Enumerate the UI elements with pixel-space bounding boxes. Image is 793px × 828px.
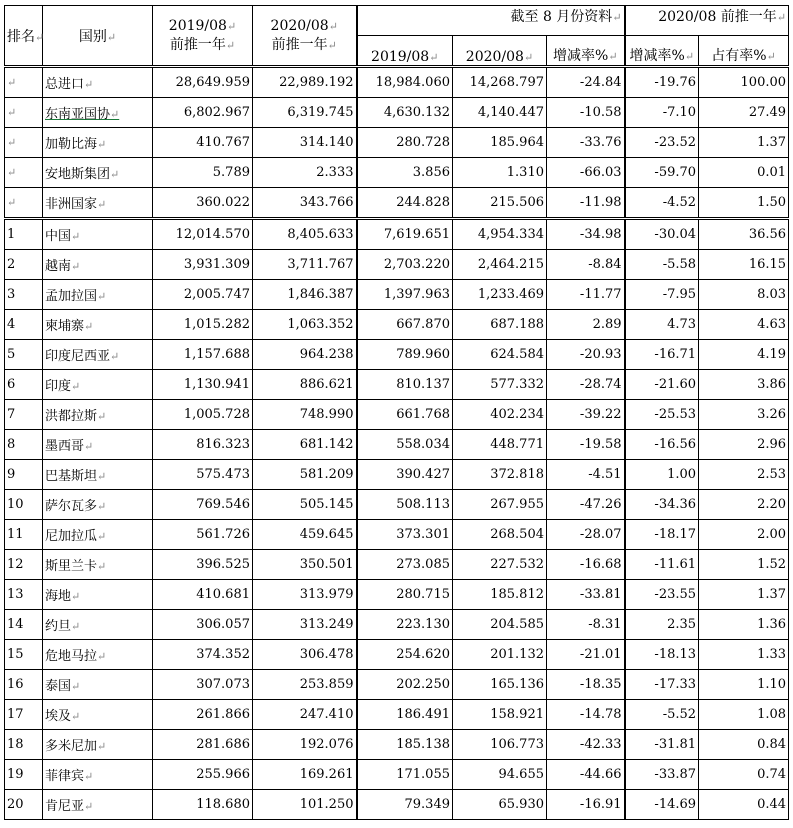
share-cell: 2.00 — [699, 520, 789, 550]
aug-2019-cell: 280.715 — [357, 580, 453, 610]
aug-2019-cell: 810.137 — [357, 370, 453, 400]
table-row — [5, 67, 789, 98]
country-cell: 非洲国家↵ — [43, 188, 153, 219]
share-cell: 0.01 — [699, 158, 789, 188]
value-2019-cell: 307.073 — [153, 670, 253, 700]
country-cell: 菲律宾↵ — [43, 760, 153, 790]
country-cell: 泰国↵ — [43, 670, 153, 700]
rank-cell: 6 — [5, 370, 43, 400]
table-row — [5, 98, 789, 128]
rank-cell: 19 — [5, 760, 43, 790]
value-2019-cell: 1,015.282 — [153, 310, 253, 340]
rank-cell: 7 — [5, 400, 43, 430]
prev-change-cell: -4.52 — [625, 188, 699, 219]
share-cell: 3.26 — [699, 400, 789, 430]
aug-change-cell: -34.98 — [547, 219, 625, 250]
share-cell: 1.08 — [699, 700, 789, 730]
table-row — [5, 700, 789, 730]
aug-change-cell: -11.98 — [547, 188, 625, 219]
aug-2019-cell: 79.349 — [357, 790, 453, 820]
table-row — [5, 790, 789, 820]
prev-share-header: 占有率%↵ — [699, 36, 789, 67]
table-row — [5, 760, 789, 790]
country-cell: 孟加拉国↵ — [43, 280, 153, 310]
aug-2020-cell: 215.506 — [453, 188, 547, 219]
aug-change-cell: -66.03 — [547, 158, 625, 188]
aug-2020-cell: 94.655 — [453, 760, 547, 790]
aug-2020-cell: 185.812 — [453, 580, 547, 610]
value-2020-cell: 169.261 — [253, 760, 357, 790]
country-cell: 约旦↵ — [43, 610, 153, 640]
share-cell: 0.84 — [699, 730, 789, 760]
value-2019-cell: 1,005.728 — [153, 400, 253, 430]
aug-2019-cell: 7,619.651 — [357, 219, 453, 250]
share-cell: 3.86 — [699, 370, 789, 400]
prev-change-cell: -23.55 — [625, 580, 699, 610]
country-cell: 柬埔寨↵ — [43, 310, 153, 340]
aug-2019-cell: 186.491 — [357, 700, 453, 730]
value-2020-cell: 313.249 — [253, 610, 357, 640]
country-cell: 尼加拉瓜↵ — [43, 520, 153, 550]
aug-change-cell: -8.31 — [547, 610, 625, 640]
share-cell: 1.33 — [699, 640, 789, 670]
share-cell: 100.00 — [699, 67, 789, 98]
table-row — [5, 158, 789, 188]
prev-change-cell: 2.35 — [625, 610, 699, 640]
value-2020-cell: 886.621 — [253, 370, 357, 400]
aug-2020-cell: 227.532 — [453, 550, 547, 580]
country-cell: 斯里兰卡↵ — [43, 550, 153, 580]
value-2020-cell: 2.333 — [253, 158, 357, 188]
share-cell: 1.10 — [699, 670, 789, 700]
country-header: 国别↵ — [43, 6, 153, 67]
value-2020-cell: 247.410 — [253, 700, 357, 730]
value-2020-cell: 22,989.192 — [253, 67, 357, 98]
table-row — [5, 310, 789, 340]
share-cell: 0.44 — [699, 790, 789, 820]
share-cell: 1.37 — [699, 580, 789, 610]
aug-2020-cell: 624.584 — [453, 340, 547, 370]
aug-change-cell: -44.66 — [547, 760, 625, 790]
country-cell: 萨尔瓦多↵ — [43, 490, 153, 520]
value-2020-cell: 748.990 — [253, 400, 357, 430]
aug-2020-cell: 165.136 — [453, 670, 547, 700]
rank-cell: 17 — [5, 700, 43, 730]
aug-2020-cell: 185.964 — [453, 128, 547, 158]
country-cell: 洪都拉斯↵ — [43, 400, 153, 430]
table-row — [5, 460, 789, 490]
aug-change-cell: -11.77 — [547, 280, 625, 310]
value-2019-cell: 281.686 — [153, 730, 253, 760]
value-2019-cell: 575.473 — [153, 460, 253, 490]
share-cell: 8.03 — [699, 280, 789, 310]
value-2020-cell: 964.238 — [253, 340, 357, 370]
aug-2020-cell: 1,233.469 — [453, 280, 547, 310]
rank-cell: ↵ — [5, 128, 43, 158]
rank-cell: 5 — [5, 340, 43, 370]
value-2019-cell: 410.681 — [153, 580, 253, 610]
aug-2019-cell: 171.055 — [357, 760, 453, 790]
value-2019-cell: 360.022 — [153, 188, 253, 219]
country-cell: 多米尼加↵ — [43, 730, 153, 760]
share-cell: 0.74 — [699, 760, 789, 790]
value-2019-cell: 306.057 — [153, 610, 253, 640]
value-2019-cell: 12,014.570 — [153, 219, 253, 250]
aug-2019-cell: 185.138 — [357, 730, 453, 760]
share-cell: 1.52 — [699, 550, 789, 580]
aug-2020-cell: 448.771 — [453, 430, 547, 460]
aug-2020-cell: 106.773 — [453, 730, 547, 760]
aug-2020-header: 2020/08↵ — [453, 36, 547, 67]
aug-change-cell: -4.51 — [547, 460, 625, 490]
value-2019-cell: 561.726 — [153, 520, 253, 550]
aug-2019-cell: 390.427 — [357, 460, 453, 490]
value-2020-cell: 1,063.352 — [253, 310, 357, 340]
rank-cell: ↵ — [5, 158, 43, 188]
rank-cell: ↵ — [5, 98, 43, 128]
value-2019-cell: 1,130.941 — [153, 370, 253, 400]
value-2020-cell: 681.142 — [253, 430, 357, 460]
aug-2019-cell: 273.085 — [357, 550, 453, 580]
value-2020-cell: 101.250 — [253, 790, 357, 820]
country-cell: 东南亚国协↵ — [43, 98, 153, 128]
prev-change-cell: -30.04 — [625, 219, 699, 250]
value-2020-cell: 459.645 — [253, 520, 357, 550]
prev-change-cell: -7.10 — [625, 98, 699, 128]
share-cell: 1.37 — [699, 128, 789, 158]
value-2020-cell: 313.979 — [253, 580, 357, 610]
prev-change-cell: -23.52 — [625, 128, 699, 158]
table-row — [5, 370, 789, 400]
value-2019-cell: 816.323 — [153, 430, 253, 460]
table-row — [5, 188, 789, 219]
aug-change-cell: -33.81 — [547, 580, 625, 610]
aug-change-cell: -16.68 — [547, 550, 625, 580]
value-2019-cell: 410.767 — [153, 128, 253, 158]
aug-change-cell: -14.78 — [547, 700, 625, 730]
country-cell: 危地马拉↵ — [43, 640, 153, 670]
country-cell: 肯尼亚↵ — [43, 790, 153, 820]
aug-2020-cell: 204.585 — [453, 610, 547, 640]
table-row — [5, 550, 789, 580]
value-2020-cell: 8,405.633 — [253, 219, 357, 250]
aug-2020-cell: 201.132 — [453, 640, 547, 670]
rank-header: 排名↵ — [5, 6, 43, 67]
value-2019-cell: 261.866 — [153, 700, 253, 730]
rank-cell: 11 — [5, 520, 43, 550]
aug-2019-cell: 373.301 — [357, 520, 453, 550]
country-cell: 海地↵ — [43, 580, 153, 610]
aug-2019-cell: 223.130 — [357, 610, 453, 640]
aug-2019-cell: 789.960 — [357, 340, 453, 370]
prev-change-cell: -33.87 — [625, 760, 699, 790]
aug-2020-cell: 577.332 — [453, 370, 547, 400]
prev-group-header: 2020/08 前推一年↵ — [625, 6, 789, 36]
col-2019-header: 2019/08↵ 前推一年↵ — [153, 6, 253, 67]
rank-cell: ↵ — [5, 188, 43, 219]
prev-change-cell: -59.70 — [625, 158, 699, 188]
table-row — [5, 250, 789, 280]
aug-change-cell: -42.33 — [547, 730, 625, 760]
rank-cell: 14 — [5, 610, 43, 640]
aug-change-cell: -16.91 — [547, 790, 625, 820]
value-2020-cell: 1,846.387 — [253, 280, 357, 310]
value-2019-cell: 374.352 — [153, 640, 253, 670]
aug-change-cell: -10.58 — [547, 98, 625, 128]
country-cell: 巴基斯坦↵ — [43, 460, 153, 490]
value-2019-cell: 255.966 — [153, 760, 253, 790]
share-cell: 2.96 — [699, 430, 789, 460]
prev-change-cell: -34.36 — [625, 490, 699, 520]
value-2020-cell: 314.140 — [253, 128, 357, 158]
rank-cell: 3 — [5, 280, 43, 310]
table-row — [5, 128, 789, 158]
prev-change-cell: -18.13 — [625, 640, 699, 670]
aug-2019-cell: 558.034 — [357, 430, 453, 460]
aug-change-cell: -33.76 — [547, 128, 625, 158]
country-cell: 印度↵ — [43, 370, 153, 400]
aug-2019-header: 2019/08↵ — [357, 36, 453, 67]
table-row — [5, 400, 789, 430]
aug-2020-cell: 4,140.447 — [453, 98, 547, 128]
aug-change-cell: -20.93 — [547, 340, 625, 370]
value-2020-cell: 3,711.767 — [253, 250, 357, 280]
rank-cell: 13 — [5, 580, 43, 610]
rank-cell: 16 — [5, 670, 43, 700]
value-2020-cell: 306.478 — [253, 640, 357, 670]
country-cell: 墨西哥↵ — [43, 430, 153, 460]
prev-change-cell: -11.61 — [625, 550, 699, 580]
prev-change-cell: -19.76 — [625, 67, 699, 98]
aug-2019-cell: 280.728 — [357, 128, 453, 158]
aug-2019-cell: 667.870 — [357, 310, 453, 340]
aug-change-cell: -47.26 — [547, 490, 625, 520]
aug-change-cell: -28.74 — [547, 370, 625, 400]
value-2019-cell: 118.680 — [153, 790, 253, 820]
aug-change-cell: -19.58 — [547, 430, 625, 460]
table-row — [5, 490, 789, 520]
prev-change-cell: -7.95 — [625, 280, 699, 310]
value-2020-cell: 350.501 — [253, 550, 357, 580]
prev-change-cell: -25.53 — [625, 400, 699, 430]
table-row — [5, 340, 789, 370]
value-2020-cell: 505.145 — [253, 490, 357, 520]
rank-cell: ↵ — [5, 67, 43, 98]
share-cell: 2.20 — [699, 490, 789, 520]
aug-2020-cell: 65.930 — [453, 790, 547, 820]
value-2020-cell: 253.859 — [253, 670, 357, 700]
rank-cell: 20 — [5, 790, 43, 820]
country-cell: 埃及↵ — [43, 700, 153, 730]
prev-change-cell: -21.60 — [625, 370, 699, 400]
prev-change-header: 增减率%↵ — [625, 36, 699, 67]
aug-change-cell: -18.35 — [547, 670, 625, 700]
aug-2019-cell: 1,397.963 — [357, 280, 453, 310]
value-2020-cell: 6,319.745 — [253, 98, 357, 128]
table-row — [5, 580, 789, 610]
aug-group-header: 截至 8 月份资料↵ — [357, 6, 625, 36]
table-body — [5, 67, 789, 820]
aug-2019-cell: 202.250 — [357, 670, 453, 700]
table-row — [5, 520, 789, 550]
aug-2019-cell: 254.620 — [357, 640, 453, 670]
country-cell: 中国↵ — [43, 219, 153, 250]
aug-change-cell: -39.22 — [547, 400, 625, 430]
import-data-table — [4, 5, 789, 820]
value-2019-cell: 6,802.967 — [153, 98, 253, 128]
value-2019-cell: 396.525 — [153, 550, 253, 580]
prev-change-cell: -18.17 — [625, 520, 699, 550]
aug-change-cell: -8.84 — [547, 250, 625, 280]
country-cell: 越南↵ — [43, 250, 153, 280]
share-cell: 1.50 — [699, 188, 789, 219]
prev-change-cell: -17.33 — [625, 670, 699, 700]
rank-cell: 1 — [5, 219, 43, 250]
aug-2019-cell: 508.113 — [357, 490, 453, 520]
col-2020-header: 2020/08↵ 前推一年↵ — [253, 6, 357, 67]
prev-change-cell: -16.71 — [625, 340, 699, 370]
country-cell: 加勒比海↵ — [43, 128, 153, 158]
rank-cell: 4 — [5, 310, 43, 340]
prev-change-cell: -14.69 — [625, 790, 699, 820]
aug-2019-cell: 661.768 — [357, 400, 453, 430]
country-cell: 印度尼西亚↵ — [43, 340, 153, 370]
value-2019-cell: 1,157.688 — [153, 340, 253, 370]
aug-2020-cell: 402.234 — [453, 400, 547, 430]
value-2020-cell: 581.209 — [253, 460, 357, 490]
rank-cell: 18 — [5, 730, 43, 760]
share-cell: 36.56 — [699, 219, 789, 250]
rank-cell: 9 — [5, 460, 43, 490]
aug-2020-cell: 158.921 — [453, 700, 547, 730]
aug-2020-cell: 4,954.334 — [453, 219, 547, 250]
rank-cell: 15 — [5, 640, 43, 670]
share-cell: 2.53 — [699, 460, 789, 490]
value-2019-cell: 28,649.959 — [153, 67, 253, 98]
aug-2020-cell: 2,464.215 — [453, 250, 547, 280]
prev-change-cell: -5.52 — [625, 700, 699, 730]
aug-change-cell: -28.07 — [547, 520, 625, 550]
aug-change-cell: -24.84 — [547, 67, 625, 98]
aug-2020-cell: 372.818 — [453, 460, 547, 490]
table-row — [5, 280, 789, 310]
aug-2020-cell: 14,268.797 — [453, 67, 547, 98]
rank-cell: 8 — [5, 430, 43, 460]
rank-cell: 2 — [5, 250, 43, 280]
aug-change-cell: 2.89 — [547, 310, 625, 340]
country-cell: 总进口↵ — [43, 67, 153, 98]
prev-change-cell: -5.58 — [625, 250, 699, 280]
share-cell: 16.15 — [699, 250, 789, 280]
value-2019-cell: 3,931.309 — [153, 250, 253, 280]
prev-change-cell: -31.81 — [625, 730, 699, 760]
aug-2019-cell: 4,630.132 — [357, 98, 453, 128]
aug-2020-cell: 687.188 — [453, 310, 547, 340]
table-row — [5, 219, 789, 250]
share-cell: 4.19 — [699, 340, 789, 370]
share-cell: 4.63 — [699, 310, 789, 340]
aug-2020-cell: 268.504 — [453, 520, 547, 550]
table-row — [5, 730, 789, 760]
aug-change-cell: -21.01 — [547, 640, 625, 670]
share-cell: 1.36 — [699, 610, 789, 640]
prev-change-cell: 4.73 — [625, 310, 699, 340]
share-cell: 27.49 — [699, 98, 789, 128]
value-2020-cell: 343.766 — [253, 188, 357, 219]
aug-2020-cell: 1.310 — [453, 158, 547, 188]
value-2020-cell: 192.076 — [253, 730, 357, 760]
prev-change-cell: 1.00 — [625, 460, 699, 490]
prev-change-cell: -16.56 — [625, 430, 699, 460]
aug-2019-cell: 244.828 — [357, 188, 453, 219]
table-row — [5, 670, 789, 700]
rank-cell: 10 — [5, 490, 43, 520]
aug-2019-cell: 3.856 — [357, 158, 453, 188]
value-2019-cell: 2,005.747 — [153, 280, 253, 310]
aug-2020-cell: 267.955 — [453, 490, 547, 520]
value-2019-cell: 769.546 — [153, 490, 253, 520]
table-row — [5, 610, 789, 640]
aug-2019-cell: 18,984.060 — [357, 67, 453, 98]
country-cell: 安地斯集团↵ — [43, 158, 153, 188]
value-2019-cell: 5.789 — [153, 158, 253, 188]
rank-cell: 12 — [5, 550, 43, 580]
aug-change-header: 增减率%↵ — [547, 36, 625, 67]
table-row — [5, 430, 789, 460]
aug-2019-cell: 2,703.220 — [357, 250, 453, 280]
table-row — [5, 640, 789, 670]
